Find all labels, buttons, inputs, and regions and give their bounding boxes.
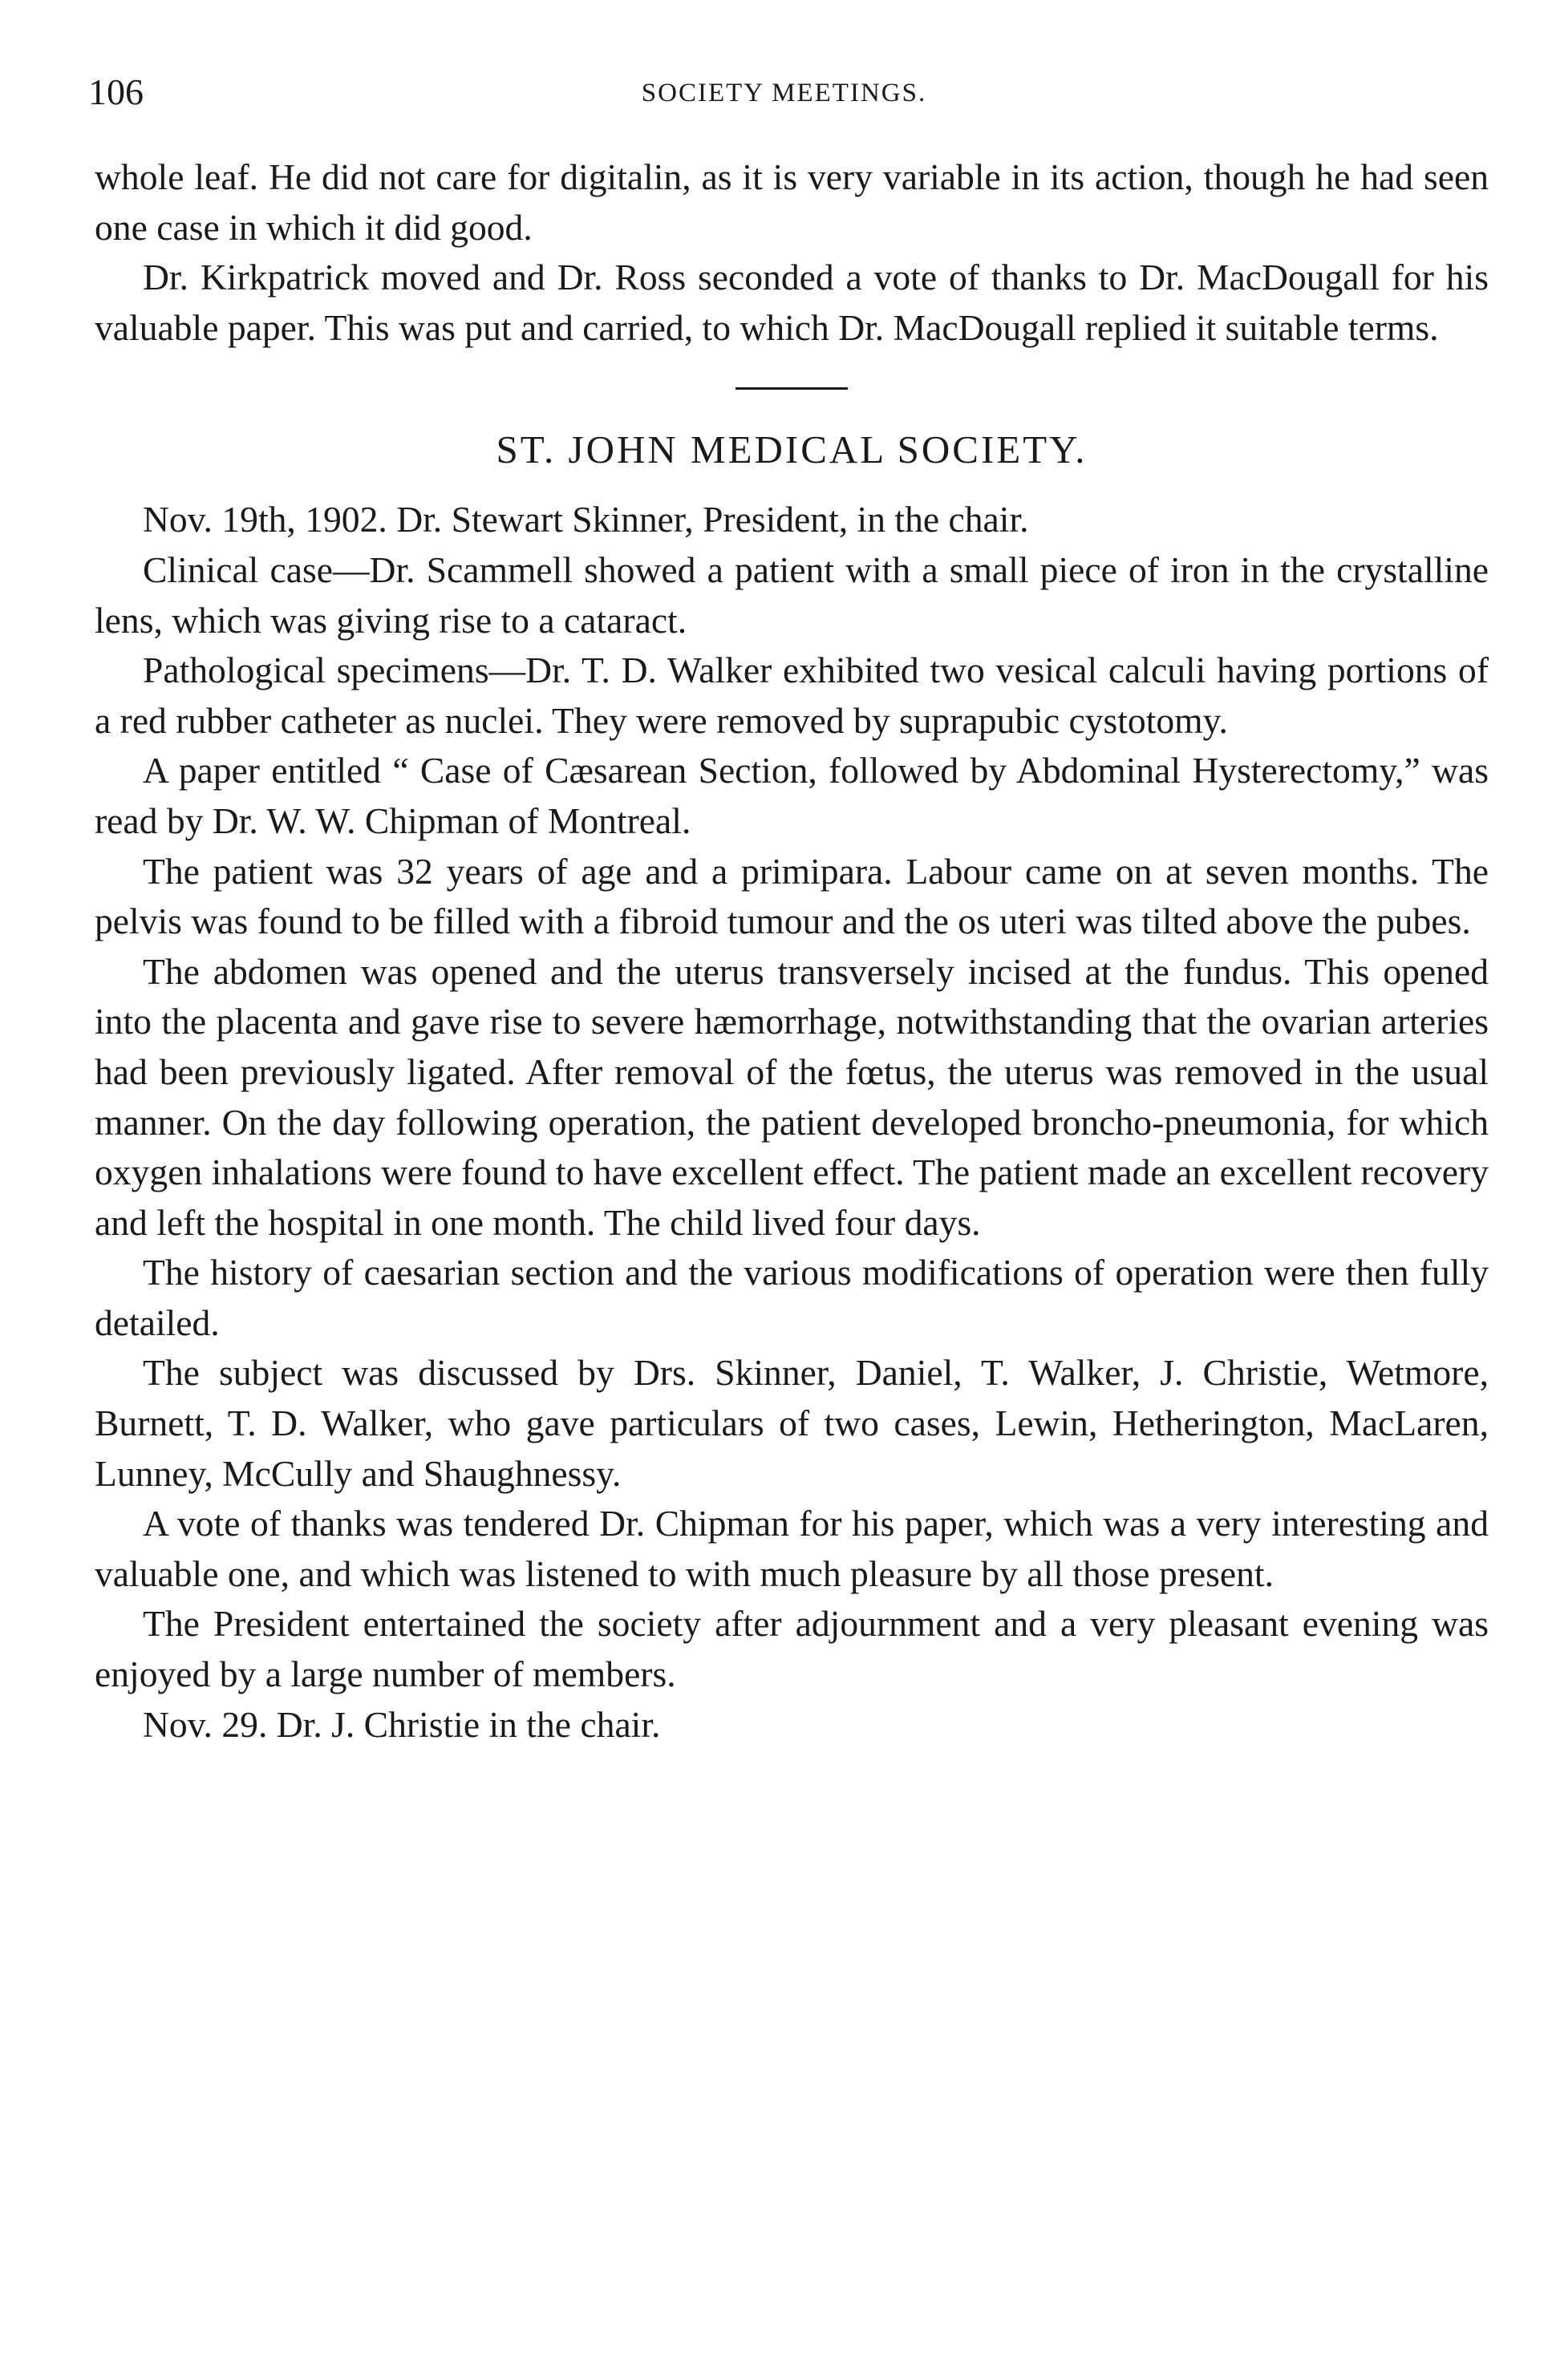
page-header	[88, 64, 1480, 120]
section-divider	[735, 387, 848, 390]
paragraph-pathological-specimens: Pathological specimens—Dr. T. D. Walker exhibited two vesical calculi having portions of a red rubber catheter as nuclei. They were removed by suprapubic cystotomy.	[95, 650, 1489, 741]
running-head: SOCIETY MEETINGS.	[641, 79, 927, 107]
paragraph-next-meeting: Nov. 29. Dr. J. Christie in the chair.	[143, 1703, 661, 1745]
page-body	[95, 152, 1489, 1750]
paragraph-meeting-date: Nov. 19th, 1902. Dr. Stewart Skinner, President, in the chair.	[143, 499, 1029, 540]
paragraph-caesarian-history: The history of caesarian section and the various modifications of operation were then fully detailed.	[95, 1252, 1489, 1343]
paragraph-vote-of-thanks-macdougall: Dr. Kirkpatrick moved and Dr. Ross seconded a vote of thanks to Dr. MacDougall for his valuable paper. This was put and carried, to which Dr. MacDougall replied it suitable terms.	[95, 257, 1489, 348]
paragraph-clinical-case: Clinical case—Dr. Scammell showed a patient with a small piece of iron in the crystalline lens, which was giving rise to a cataract.	[95, 548, 1489, 641]
paragraph-patient-history: The patient was 32 years of age and a primipara. Labour came on at seven months. The pelvis was found to be filled with a fibroid tumour and the os uteri was tilted above the pubes.	[95, 850, 1489, 942]
section-title: ST. JOHN MEDICAL SOCIETY.	[496, 427, 1088, 472]
paragraph-operation: The abdomen was opened and the uterus transversely incised at the fundus. This opened into the placenta and gave rise to severe hæmorrhage, notwithstanding that the ovarian arteries had been previously ligated. After removal of the fœtus, the uterus was removed in the usual manner. On the day following operation, the patient developed broncho-pneumonia, for which oxygen inhalations were found to have excellent effect. The patient made an excellent recovery and left the hospital in one month. The child lived four days.	[95, 950, 1489, 1243]
paragraph-president-entertained: The President entertained the society after adjournment and a very pleasant evening was enjoyed by a large number of members.	[95, 1603, 1489, 1695]
paragraph-vote-of-thanks-chipman: A vote of thanks was tendered Dr. Chipman for his paper, which was a very interesting and valuable one, and which was listened to with much pleasure by all those present.	[95, 1503, 1489, 1594]
paragraph-discussion: The subject was discussed by Drs. Skinner, Daniel, T. Walker, J. Christie, Wetmore, Burnett, T. D. Walker, who gave particulars of two cases, Lewin, Hetherington, MacLaren, Lunney, McCully and Shaughnessy.	[95, 1352, 1489, 1494]
paragraph-paper-entitled: A paper entitled “ Case of Cæsarean Section, followed by Abdominal Hysterectomy,” was read by Dr. W. W. Chipman of Montreal.	[95, 750, 1489, 841]
page-number: 106	[88, 71, 144, 112]
paragraph-continued: whole leaf. He did not care for digitalin, as it is very variable in its action, though he had seen one case in which it did good.	[95, 156, 1489, 248]
